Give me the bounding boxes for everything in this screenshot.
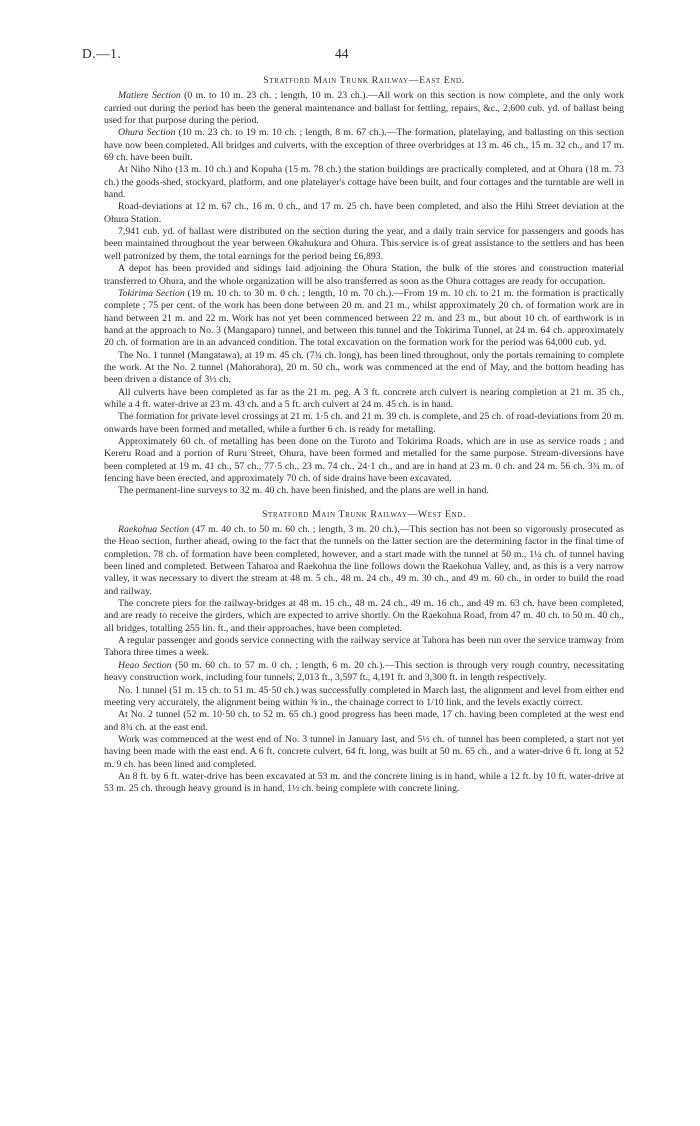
paragraph-text: (0 m. to 10 m. 23 ch. ; length, 10 m. 23 ch.).—All work on this section is now complete, and the only work carried out during the period has been the general maintenance and ballast for fettling, repairs, &c., 2,600 cub. yd. of ballast being used for that purpose during the period. <box>104 90 624 127</box>
paragraph-text: No. 1 tunnel (51 m. 15 ch. to 51 m. 45·50 ch.) was successfully completed in March last, the alignment and level from either end meeting very accurately, the alignment being within ⅜ in., the chainage correct to 1/10 link, and the levels exactly correct. <box>104 684 624 708</box>
page-number: 44 <box>335 46 349 61</box>
paragraph-text: All culverts have been completed as far as the 21 m. peg. A 3 ft. concrete arch culvert is nearing completion at 21 m. 35 ch., while a 4 ft. water-drive at 23 m. 43 ch. and a 5 ft. arch culvert at 24 m. 45 ch. is in hand. <box>104 386 624 410</box>
paragraph-text: The concrete piers for the railway-bridges at 48 m. 15 ch., 48 m. 24 ch., 49 m. 16 ch., and 49 m. 63 ch. have been completed, and are ready to receive the girders, which are expected to arrive shortly. On the Raekohua Road, from 47 m. 40 ch. to 50 m. 40 ch., all bridges, totalling 255 lin. ft., and their approaches, have been completed. <box>104 598 624 634</box>
paragraph <box>104 734 624 771</box>
paragraph <box>104 598 624 635</box>
paragraph-lead: Tokirima Section <box>118 287 185 299</box>
paragraph-text: The No. 1 tunnel (Mangatawa), at 19 m. 45 ch. (7¾ ch. long), has been lined throughout, only the portals remaining to complete the work. At the No. 2 tunnel (Mahorahora), 20 m. 50 ch., work was commenced at the end of May, and the bottom heading has been driven a distance of 3½ ch. <box>104 349 624 386</box>
paragraph <box>104 771 624 796</box>
paragraph-text: (50 m. 60 ch. to 57 m. 0 ch. ; length, 6 m. 20 ch.).—This section is through very rough country, necessitating heavy construction work, including four tunnels, 2,013 ft., 3,597 ft., 4,191 ft. and 3,300 ft. in length respectively. <box>104 659 624 684</box>
paragraph <box>104 90 624 127</box>
paragraph <box>104 164 624 201</box>
paragraph-lead: Raekohua Section <box>118 524 190 536</box>
paragraph <box>104 660 624 685</box>
paragraph-text: Work was commenced at the west end of No. 3 tunnel in January last, and 5½ ch. of tunnel has been completed, a start not yet having been made with the east end. A 6 ft. concrete culvert, 64 ft. long, was built at 50 m. 65 ch., and a water-drive 6 ft. long at 52 m. 9 ch. has been lined and completed. <box>104 733 624 770</box>
paragraph-text: (47 m. 40 ch. to 50 m. 60 ch. ; length, 3 m. 20 ch.).—This section has not been so vigorously prosecuted as the Heao section, further ahead, owing to the fact that the tunnels on the latter section are the determining factor in the final time of completion. 78 ch. of formation have been completed, however, and a start made with the tunnel at 50 m., 1¼ ch. of tunnel having been lined and completed. Between Taharoa and Raekohua the line follows down the Raekohua Valley, and, as this is a very narrow valley, it was necessary to divert the stream at 48 m. 5 ch., 48 m. 24 ch., 49 m. 30 ch., and 49 m. 60 ch., in order to build the road and railway. <box>104 524 624 597</box>
paragraph <box>104 263 624 288</box>
paragraph-text: An 8 ft. by 6 ft. water-drive has been excavated at 53 m. and the concrete lining is in hand, while a 12 ft. by 10 ft. water-drive at 53 m. 25 ch. through heavy ground is in hand, 1½ ch. being complete with concrete lining. <box>104 770 624 795</box>
paragraph <box>104 127 624 164</box>
paragraph-text: A depot has been provided and sidings laid adjoining the Ohura Station, the bulk of the stores and construction material transferred to Ohura, and the whole organization will be also transferred as soon as the Ohura cottages are ready for occupation. <box>104 263 624 287</box>
paragraph <box>104 387 624 412</box>
paragraph-text: Approximately 60 ch. of metalling has been done on the Turoto and Tokirima Roads, which are in use as service roads ; and Kereru Road and a portion of Ruru Street, Ohura, have been formed and metalled for the same purpose. Stream-diversions have been completed at 19 m. 41 ch., 57 ch., 77·5 ch., 23 m. 74 ch., 24·1 ch., and are in hand at 23 m. 0 ch. and 24 m. 56 ch. 3¾ m. of fencing have been erected, and approximately 70 ch. of side drains have been excavated. <box>104 435 624 484</box>
paragraph-text: (10 m. 23 ch. to 19 m. 10 ch. ; length, 8 m. 67 ch.).—The formation, platelaying, and ballasting on this section have now been completed. All bridges and culverts, with the exception of three overbridges at 13 m. 46 ch., 15 m. 32 ch., and 17 m. 69 ch. have been built. <box>104 127 624 164</box>
paragraph <box>104 201 624 226</box>
paragraph <box>104 709 624 734</box>
paragraph <box>104 485 624 497</box>
paragraph-lead: Heao Section <box>118 659 172 671</box>
paragraph-text: A regular passenger and goods service connecting with the railway service at Tahora has been run over the service tramway from Tahora three times a week. <box>104 635 624 659</box>
paragraph <box>104 524 624 598</box>
section-heading-east-end: Stratford Main Trunk Railway—East End. <box>263 75 465 86</box>
paragraph-text: The permanent-line surveys to 32 m. 40 ch. have been finished, and the plans are well in hand. <box>118 485 489 497</box>
paragraph <box>104 226 624 263</box>
paragraph <box>104 288 624 350</box>
paragraph <box>104 350 624 387</box>
paragraph-text: The formation for private level crossings at 21 m. 1·5 ch. and 21 m. 39 ch. is complete, and 25 ch. of road-deviations from 20 m. onwards have been formed and metalled, while a further 6 ch. is ready for metalling. <box>104 411 624 435</box>
paragraph-text: At No. 2 tunnel (52 m. 10·50 ch. to 52 m. 65 ch.) good progress has been made, 17 ch. having been completed at the west end and 8¾ ch. at the east end. <box>104 709 624 733</box>
paragraph-text: 7,941 cub. yd. of ballast were distributed on the section during the year, and a daily train service for passengers and goods has been maintained throughout the year between Okahukura and Ohura. This service is of great assistance to the settlers and has been well patronized by them, the total earnings for the period being £6,893. <box>104 226 624 262</box>
paragraph-text: (19 m. 10 ch. to 30 m. 0 ch. ; length, 10 m. 70 ch.).—From 19 m. 10 ch. to 21 m. the formation is practically complete ; 75 per cent. of the work has been done between 20 m. and 21 m., whilst approximately 20 ch. of formation work are in hand between 21 m. and 22 m. Work has not yet been commenced between 22 m. and 23 m., but about 10 ch. of earthwork is in hand at the approach to No. 3 (Mangaparo) tunnel, and between this tunnel and the Tokirima Tunnel, at 24 m. 64 ch. approximately 20 ch. of formation are in an advanced condition. The total excavation on the formation work for the period was 64,000 cub. yd. <box>104 287 624 349</box>
paragraph <box>104 411 624 436</box>
section-heading-west-end: Stratford Main Trunk Railway—West End. <box>261 508 467 520</box>
document-body <box>104 75 624 796</box>
paragraph <box>104 635 624 660</box>
paragraph-lead: Matiere Section <box>118 90 181 102</box>
document-reference: D.—1. <box>82 46 122 61</box>
paragraph <box>104 685 624 710</box>
paragraph <box>104 436 624 485</box>
paragraph-lead: Ohura Section <box>118 127 176 139</box>
paragraph-text: Road-deviations at 12 m. 67 ch., 16 m. 0 ch., and 17 m. 25 ch. have been completed, and also the Hihi Street deviation at the Ohura Station. <box>104 201 624 225</box>
paragraph-text: At Niho Niho (13 m. 10 ch.) and Kopuha (15 m. 78 ch.) the station buildings are practically completed, and at Ohura (18 m. 73 ch.) the goods-shed, stockyard, platform, and one platelayer's cottage have been built, and four cottages and the turntable are well in hand. <box>104 164 624 201</box>
